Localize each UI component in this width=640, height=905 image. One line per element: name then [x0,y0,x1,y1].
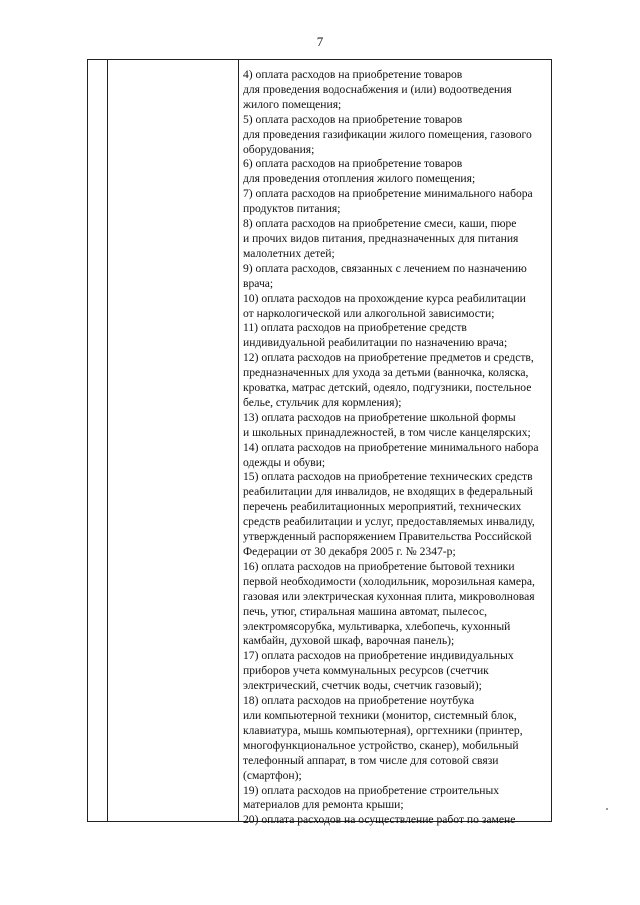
list-line: утвержденный распоряжением Правительства Российской [243,530,532,544]
list-line: или компьютерной техники (монитор, системный блок, [243,708,517,722]
list-line: и прочих видов питания, предназначенных для питания [243,231,519,245]
list-line: электромясорубка, мультиварка, хлебопечь, кухонный [243,619,511,633]
list-line: малолетних детей; [243,246,335,260]
list-line: продуктов питания; [243,202,341,216]
list-line: Федерации от 30 декабря 2005 г. № 2347-р; [243,545,456,558]
list-line: 8) оплата расходов на приобретение смеси, каши, пюре [243,217,517,231]
list-line: перечень реабилитационных мероприятий, технических [243,500,522,514]
list-line: 19) оплата расходов на приобретение строительных [243,783,500,797]
list-line: средств реабилитации и услуг, предоставляемых инвалиду, [243,515,535,529]
list-line: телефонный аппарат, в том числе для сотовой связи [243,753,499,767]
list-line: первой необходимости (холодильник, морозильная камера, [243,574,535,588]
list-line: одежды и обуви; [243,455,326,469]
page-number: 7 [316,34,324,49]
list-line: 6) оплата расходов на приобретение товаров [243,157,463,171]
list-line: 4) оплата расходов на приобретение товаров [243,68,463,81]
list-line: 12) оплата расходов на приобретение предметов и средств, [243,351,534,365]
list-line: приборов учета коммунальных ресурсов (счетчик [243,664,489,678]
list-line: многофункциональное устройство, сканер), мобильный [243,738,519,752]
list-line: врача; [243,276,274,290]
list-line: предназначенных для ухода за детьми (ванночка, коляска, [243,366,529,380]
list-line: индивидуальной реабилитации по назначению врача; [243,336,508,350]
list-line: для проведения водоснабжения и (или) водоотведения [243,82,512,96]
list-line: печь, утюг, стиральная машина автомат, пылесос, [243,604,488,618]
list-line: 11) оплата расходов на приобретение средств [243,321,467,335]
list-line: 9) оплата расходов, связанных с лечением по назначению [243,261,527,275]
list-line: белье, стульчик для кормления); [243,395,402,409]
list-line: электрический, счетчик воды, счетчик газовый); [243,679,482,693]
list-line: 15) оплата расходов на приобретение технических средств [243,470,533,484]
list-line: камбайн, духовой шкаф, варочная панель); [243,634,455,648]
list-line: 18) оплата расходов на приобретение ноутбука [243,694,475,708]
list-line: газовая или электрическая кухонная плита, микроволновая [243,589,535,603]
list-line: 13) оплата расходов на приобретение школьной формы [243,410,516,424]
list-line: 5) оплата расходов на приобретение товаров [243,112,463,126]
list-line: (смартфон); [243,768,302,782]
list-line: 20) оплата расходов на осуществление работ по замене [243,813,516,827]
list-line: материалов для ремонта крыши; [243,798,404,812]
list-line: жилого помещения; [243,97,342,111]
table-column-divider-2 [238,60,239,821]
list-line: для проведения газификации жилого помещения, газового [243,127,532,141]
list-line: оборудования; [243,142,315,156]
list-line: и школьных принадлежностей, в том числе канцелярских; [243,425,531,439]
scan-speck [606,808,608,810]
list-line: 14) оплата расходов на приобретение минимального набора [243,440,539,454]
list-line: 17) оплата расходов на приобретение индивидуальных [243,649,514,663]
table-column-divider-1 [107,60,108,821]
list-line: 10) оплата расходов на прохождение курса реабилитации [243,291,526,305]
list-line: клавиатура, мышь компьютерная), оргтехники (принтер, [243,723,523,737]
list-line: от наркологической или алкогольной зависимости; [243,306,495,320]
list-line: реабилитации для инвалидов, не входящих в федеральный [243,485,533,499]
document-table [87,59,552,827]
list-line: для проведения отопления жилого помещения; [243,172,476,186]
list-line: 7) оплата расходов на приобретение минимального набора [243,187,533,201]
list-text-cell [243,68,547,828]
list-line: 16) оплата расходов на приобретение бытовой техники [243,559,515,573]
list-line: кроватка, матрас детский, одеяло, подгузники, постельное [243,381,532,395]
